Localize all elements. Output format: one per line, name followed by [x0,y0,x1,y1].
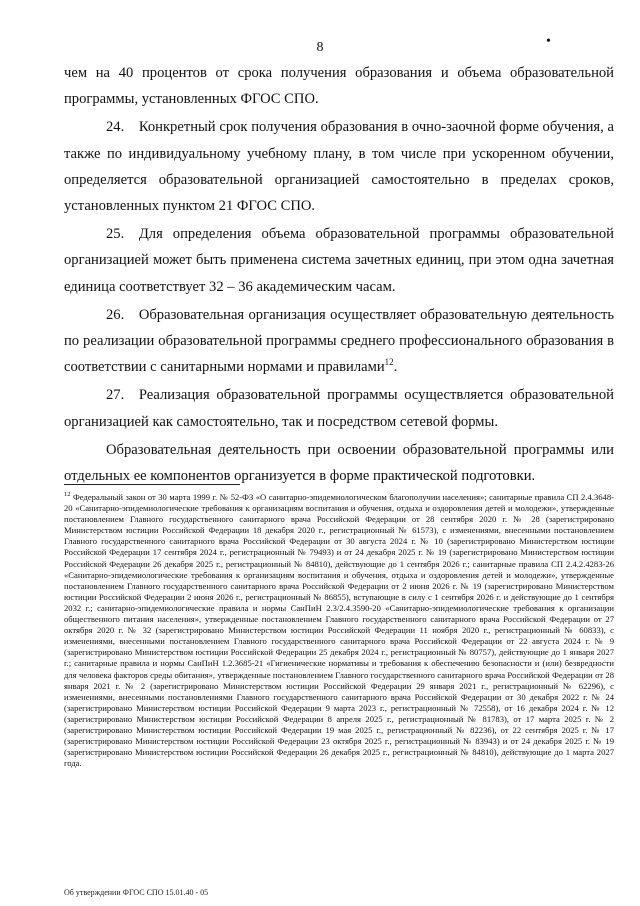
paragraph-26-end: . [393,359,398,376]
paragraph-25: 25. Для определения объема образовательной программы образовательной организацией может быть применена система зачетных единиц, при этом одна зачетная единица соответствует 32 – 36 академическим часам. [64,226,614,295]
footnote-divider [64,484,240,485]
paragraph-26-text: 26. Образовательная организация осуществляет образовательную деятельность по реализации образовательной программы среднего профессионального образования в соответствии с санитарными нормами и правилами [64,306,614,376]
page-number: 8 [316,40,324,55]
scan-mark: • [546,34,551,49]
paragraph-26 [64,302,614,381]
footnote-ref[interactable]: 12 [384,357,394,368]
paragraph-practical-training: Образовательная деятельность при освоении образовательной программы или отдельных ее компонентов организуется в форме практической подготовки. [64,441,614,485]
document-footer: Об утверждении ФГОС СПО 15.01.40 - 05 [64,888,209,897]
paragraph-continuation: чем на 40 процентов от срока получения образования и объема образовательной программы, установленных ФГОС СПО. [64,65,614,108]
footnote-text: Федеральный закон от 30 марта 1999 г. № 52-ФЗ «О санитарно-эпидемиологическом благополучии населения»; санитарные правила СП 2.4.3648-20 «Санитарно-эпидемиологические требования к организациям воспитания и обучения, отдыха и оздоровления детей и молодежи», утвержденные постановлением Главного государственного санитарного врача Российской Федерации от 28 сентября 2020 г. № 28 (зарегистрировано Министерством юстиции Российской Федерации 18 декабря 2020 г., регистрационный № 61573), с изменениями, внесенными постановлением Главного государственного санитарного врача Российской Федерации от 30 августа 2024 г. № 10 (зарегистрировано Министерством юстиции Российской Федерации 17 сентября 2024 г., регистрационный № 79493) и от 24 декабря 2025 г. № 19 (зарегистрировано Министерством юстиции Российской Федерации 26 декабря 2025 г., регистрационный № 84810), действующие до 1 сентября 2026 г.; санитарные правила СП 2.4.2.4283-26 «Санитарно-эпидемиологические требования к организациям воспитания и обучения, отдыха и оздоровления детей и молодежи», утвержденные постановлением Главного государственного санитарного врача Российской Федерации от 2 июня 2026 г. № 19 (зарегистрировано Министерством юстиции Российской Федерации 2 июня 2026 г., регистрационный № 86855), вступающие в силу с 1 сентября 2026 г. и действующие до 1 сентября 2032 г.; санитарно-эпидемиологические правила и нормы СанПиН 2.3/2.4.3590-20 «Санитарно-эпидемиологические требования к организации общественного питания населения», утвержденные постановлением Главного государственного санитарного врача Российской Федерации от 27 октября 2020 г. № 32 (зарегистрировано Министерством юстиции Российской Федерации 11 ноября 2020 г., регистрационный № 60833), с изменениями, внесенными постановлением Главного государственного санитарного врача Российской Федерации от 22 августа 2024 г. № 9 (зарегистрировано Министерством юстиции Российской Федерации 25 декабря 2024 г., регистрационный № 80757), действующие до 1 января 2027 г.; санитарные правила и нормы СанПиН 1.2.3685-21 «Гигиенические нормативы и требования к обеспечению безопасности и (или) безвредности для человека факторов среды обитания», утвержденные постановлением Главного государственного санитарного врача Российской Федерации от 28 января 2021 г. № 2 (зарегистрировано Министерством юстиции Российской Федерации 29 января 2021 г., регистрационный № 62296), с изменениями, внесенными постановлениями Главного государственного санитарного врача Российской Федерации от 30 декабря 2022 г. № 24 (зарегистрировано Министерством юстиции Российской Федерации 9 марта 2023 г., регистрационный № 72558), от 16 декабря 2024 г. № 12 (зарегистрировано Министерством юстиции Российской Федерации 8 апреля 2025 г., регистрационный № 81783), от 17 марта 2025 г. № 2 (зарегистрировано Министерством юстиции Российской Федерации 19 мая 2025 г., регистрационный № 82236), от 22 сентября 2025 г. № 17 (зарегистрировано Министерством юстиции Российской Федерации 23 октября 2025 г., регистрационный № 83943) и от 24 декабря 2025 г. № 19 (зарегистрировано Министерством юстиции Российской Федерации 26 декабря 2025 г., регистрационный № 84810), действующие до 1 марта 2027 года. [64,492,614,769]
footnote-12 [64,492,614,769]
paragraph-24: 24. Конкретный срок получения образования в очно-заочной форме обучения, а также по индивидуальному учебному плану, в том числе при ускоренном обучении, определяется образовательной организацией самостоятельно в пределах сроков, установленных пунктом 21 ФГОС СПО. [64,119,614,215]
footnote-marker: 12 [64,491,71,499]
paragraph-27: 27. Реализация образовательной программы осуществляется образовательной организацией как самостоятельно, так и посредством сетевой формы. [64,387,614,430]
main-text [64,60,614,489]
